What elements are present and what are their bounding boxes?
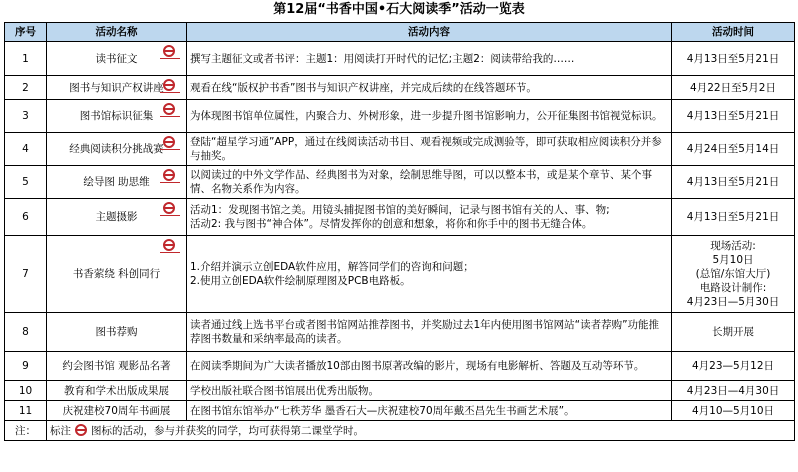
activity-name-cell <box>47 199 187 236</box>
row-number: 10 <box>5 381 47 401</box>
activity-content: 学校出版社联合图书馆展出优秀出版物。 <box>187 381 672 401</box>
prize-badge-icon <box>160 79 180 100</box>
activity-name-cell <box>47 401 187 421</box>
activity-content: 为体现图书馆单位属性，内聚合力、外树形象，进一步提升图书馆影响力，公开征集图书馆视觉标识。 <box>187 100 672 133</box>
row-number: 11 <box>5 401 47 421</box>
row-number: 1 <box>5 42 47 76</box>
activity-name-cell <box>47 381 187 401</box>
header-content: 活动内容 <box>187 23 672 42</box>
activity-name-cell <box>47 313 187 352</box>
footnote-after: 图标的活动，参与并获奖的同学，均可获得第二课堂学时。 <box>91 425 364 437</box>
row-number: 9 <box>5 352 47 381</box>
activity-name: 图书荐购 <box>95 326 138 338</box>
row-number: 4 <box>5 133 47 166</box>
activity-time: 4月13日至5月21日 <box>672 199 795 236</box>
table-row <box>5 166 795 199</box>
activity-content: 撰写主题征文或者书评：主题1：用阅读打开时代的记忆;主题2：阅读带给我的…… <box>187 42 672 76</box>
table-row <box>5 199 795 236</box>
activity-name-cell <box>47 100 187 133</box>
footnote-before: 标注 <box>50 425 71 437</box>
activity-name: 主题摄影 <box>95 211 138 223</box>
table-row <box>5 100 795 133</box>
footnote-text <box>47 421 795 441</box>
table-footnote-row <box>5 421 795 441</box>
activity-content: 读者通过线上选书平台或者图书馆网站推荐图书，并奖励过去1年内使用图书馆网站“读者荐购”功能推荐图书数量和采纳率最高的读者。 <box>187 313 672 352</box>
activity-name-cell <box>47 133 187 166</box>
activity-name: 庆祝建校70周年书画展 <box>62 404 171 417</box>
activity-time: 4月13日至5月21日 <box>672 100 795 133</box>
row-number: 7 <box>5 236 47 313</box>
table-row <box>5 381 795 401</box>
header-no: 序号 <box>5 23 47 42</box>
activity-name-cell <box>47 352 187 381</box>
prize-badge-icon <box>160 45 180 67</box>
activity-time: 4月24日至5月14日 <box>672 133 795 166</box>
prize-badge-icon <box>160 136 180 158</box>
activity-name-cell <box>47 236 187 313</box>
activity-name: 绘导图 助思维 <box>83 176 150 188</box>
prize-badge-icon <box>160 202 180 224</box>
activity-name-cell <box>47 166 187 199</box>
activity-time: 4月13日至5月21日 <box>672 166 795 199</box>
page-title: 第12届“书香中国•石大阅读季”活动一览表 <box>273 2 525 17</box>
footnote-label: 注： <box>5 421 47 441</box>
activity-time: 长期开展 <box>672 313 795 352</box>
table-row <box>5 236 795 313</box>
prize-badge-icon <box>160 239 180 261</box>
row-number: 6 <box>5 199 47 236</box>
activity-time: 4月22日至5月2日 <box>672 76 795 100</box>
prize-badge-icon <box>160 169 180 191</box>
table-row <box>5 42 795 76</box>
activity-name: 教育和学术出版成果展 <box>64 384 169 397</box>
activity-name-cell <box>47 42 187 76</box>
row-number: 3 <box>5 100 47 133</box>
activity-name: 约会图书馆 观影品名著 <box>62 360 171 372</box>
activity-content: 1.介绍并演示立创EDA软件应用，解答同学们的咨询和问题； 2.使用立创EDA软件绘制原理图及PCB电路板。 <box>187 236 672 313</box>
table-row <box>5 133 795 166</box>
activity-content: 在图书馆东馆举办“七秩芳华 墨香石大—庆祝建校70周年戴丕昌先生书画艺术展”。 <box>187 401 672 421</box>
activity-content: 活动1：发现图书馆之美。用镜头捕捉图书馆的美好瞬间，记录与图书馆有关的人、事、物; 活动2: 我与图书“神合体”。尽情发挥你的创意和想象，将你和你手中的图书无缝合体。 <box>187 199 672 236</box>
table-row <box>5 401 795 421</box>
activity-time: 4月23—5月12日 <box>672 352 795 381</box>
table-row <box>5 313 795 352</box>
activity-time: 4月23日—4月30日 <box>672 381 795 401</box>
header-time: 活动时间 <box>672 23 795 42</box>
table-header-row <box>5 23 795 42</box>
activity-table <box>4 22 795 441</box>
row-number: 2 <box>5 76 47 100</box>
table-row <box>5 352 795 381</box>
activity-name: 图书与知识产权讲座 <box>69 81 164 94</box>
activity-content: 以阅读过的中外文学作品、经典图书为对象，绘制思维导图，可以以整本书，或是某个章节、某个事情、名物关系作为内容。 <box>187 166 672 199</box>
activity-time: 现场活动: 5月10日 (总馆/东馆大厅) 电路设计制作: 4月23日—5月30日 <box>672 236 795 313</box>
activity-content: 在阅读季期间为广大读者播放10部由图书原著改编的影片，现场有电影解析、答题及互动等环节。 <box>187 352 672 381</box>
activity-content: 观看在线“版权护书香”图书与知识产权讲座，并完成后续的在线答题环节。 <box>187 76 672 100</box>
activity-name: 图书馆标识征集 <box>79 110 154 122</box>
activity-name-cell <box>47 76 187 100</box>
prize-badge-icon <box>160 103 180 125</box>
header-name: 活动名称 <box>47 23 187 42</box>
activity-content: 登陆“超星学习通”APP，通过在线阅读活动书目、观看视频或完成测验等，即可获取相应阅读积分并参与抽奖。 <box>187 133 672 166</box>
activity-time: 4月13日至5月21日 <box>672 42 795 76</box>
table-row <box>5 76 795 100</box>
activity-name: 经典阅读积分挑战赛 <box>69 143 164 155</box>
row-number: 8 <box>5 313 47 352</box>
activity-name: 读书征文 <box>95 52 138 65</box>
activity-name: 书香萦绕 科创同行 <box>72 268 161 280</box>
activity-time: 4月10—5月10日 <box>672 401 795 421</box>
row-number: 5 <box>5 166 47 199</box>
prize-badge-icon <box>74 423 88 437</box>
